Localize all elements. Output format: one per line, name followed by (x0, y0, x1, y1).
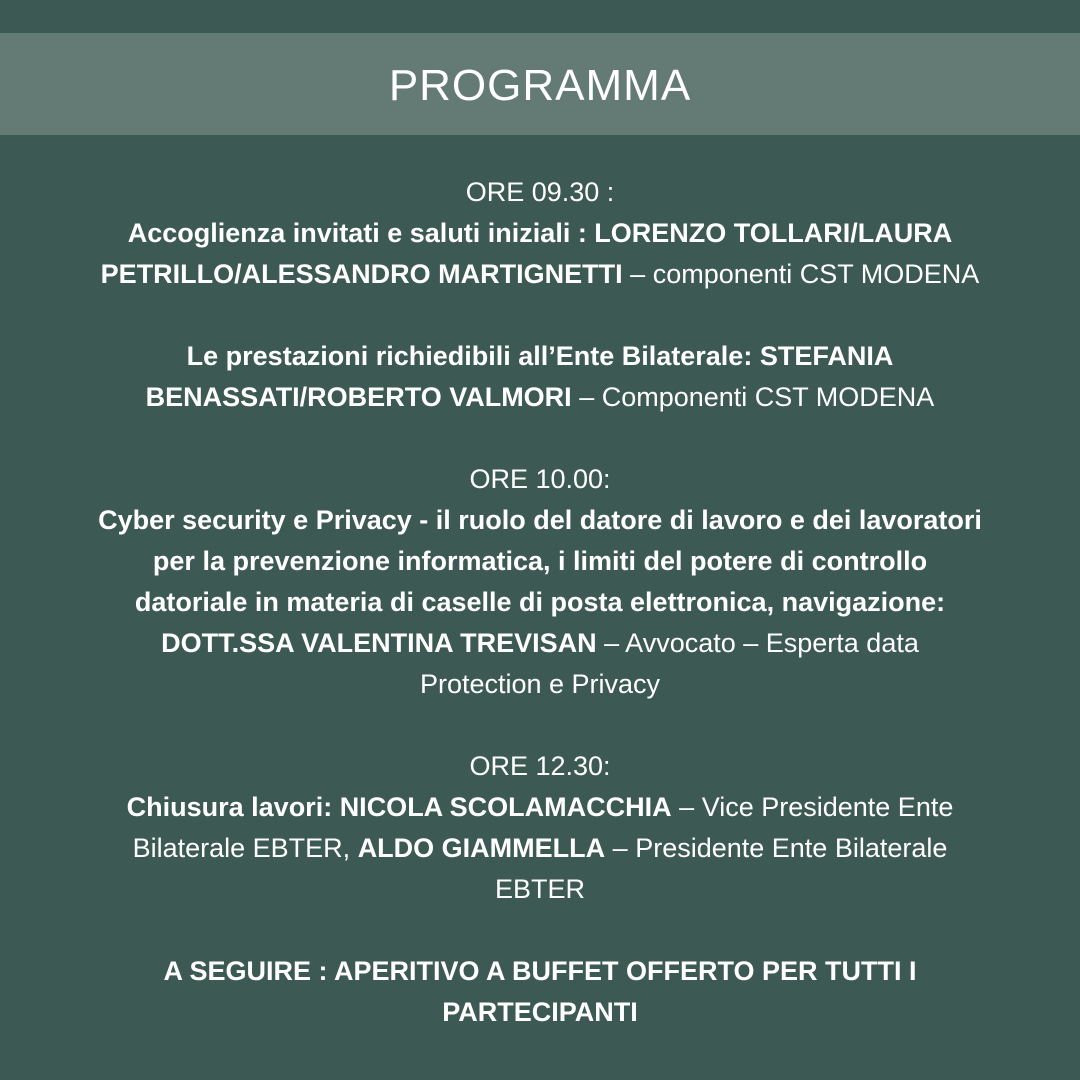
program-text: – Componenti CST MODENA (571, 382, 935, 412)
program-text-bold: Accoglienza invitati e saluti iniziali : LORENZO TOLLARI/LAURA (127, 218, 953, 248)
program-text-bold: per la prevenzione informatica, i limiti del potere di controllo (152, 546, 928, 576)
program-block (40, 459, 1040, 705)
program-block (40, 746, 1040, 910)
program-text-bold: Le prestazioni richiedibili all’Ente Bilaterale: STEFANIA (186, 341, 894, 371)
program-line (40, 582, 1040, 623)
program-line (40, 459, 1040, 500)
program-text-bold: Chiusura lavori: NICOLA SCOLAMACCHIA (126, 792, 672, 822)
program-line (40, 377, 1040, 418)
program-line (40, 992, 1040, 1033)
program-line (40, 336, 1040, 377)
program-text-bold: DOTT.SSA VALENTINA TREVISAN (161, 628, 597, 658)
page-title: PROGRAMMA (388, 61, 692, 110)
program-block (40, 172, 1040, 295)
program-text-bold: A SEGUIRE : APERITIVO A BUFFET OFFERTO PER TUTTI I (163, 956, 917, 986)
program-text-bold: ALDO GIAMMELLA (357, 833, 606, 863)
program-line (40, 541, 1040, 582)
header-band (0, 33, 1080, 135)
program-text: ORE 10.00: (469, 464, 611, 494)
program-block (40, 951, 1040, 1033)
program-text: Bilaterale EBTER, (132, 833, 358, 863)
program-text: ORE 12.30: (469, 751, 611, 781)
program-text: – Vice Presidente Ente (671, 792, 954, 822)
program-text-bold: BENASSATI/ROBERTO VALMORI (145, 382, 572, 412)
program-text: – Presidente Ente Bilaterale (605, 833, 948, 863)
program-line (40, 172, 1040, 213)
program-block (40, 336, 1040, 418)
program-text-bold: datoriale in materia di caselle di posta elettronica, navigazione: (134, 587, 946, 617)
program-line (40, 746, 1040, 787)
program-line (40, 254, 1040, 295)
program-text: EBTER (494, 874, 586, 904)
program-line (40, 787, 1040, 828)
program-line (40, 623, 1040, 664)
program-line (40, 500, 1040, 541)
program-line (40, 664, 1040, 705)
program-text-bold: Cyber security e Privacy - il ruolo del datore di lavoro e dei lavoratori (98, 505, 982, 535)
program-text-bold: PETRILLO/ALESSANDRO MARTIGNETTI (100, 259, 623, 289)
program-line (40, 213, 1040, 254)
program-line (40, 828, 1040, 869)
program-text-bold: PARTECIPANTI (442, 997, 638, 1027)
program-text: Protection e Privacy (419, 669, 661, 699)
program-line (40, 869, 1040, 910)
program-text: – componenti CST MODENA (622, 259, 980, 289)
program-line (40, 951, 1040, 992)
program-text: – Avvocato – Esperta data (596, 628, 919, 658)
program-content (40, 172, 1040, 1033)
program-text: ORE 09.30 : (465, 177, 615, 207)
